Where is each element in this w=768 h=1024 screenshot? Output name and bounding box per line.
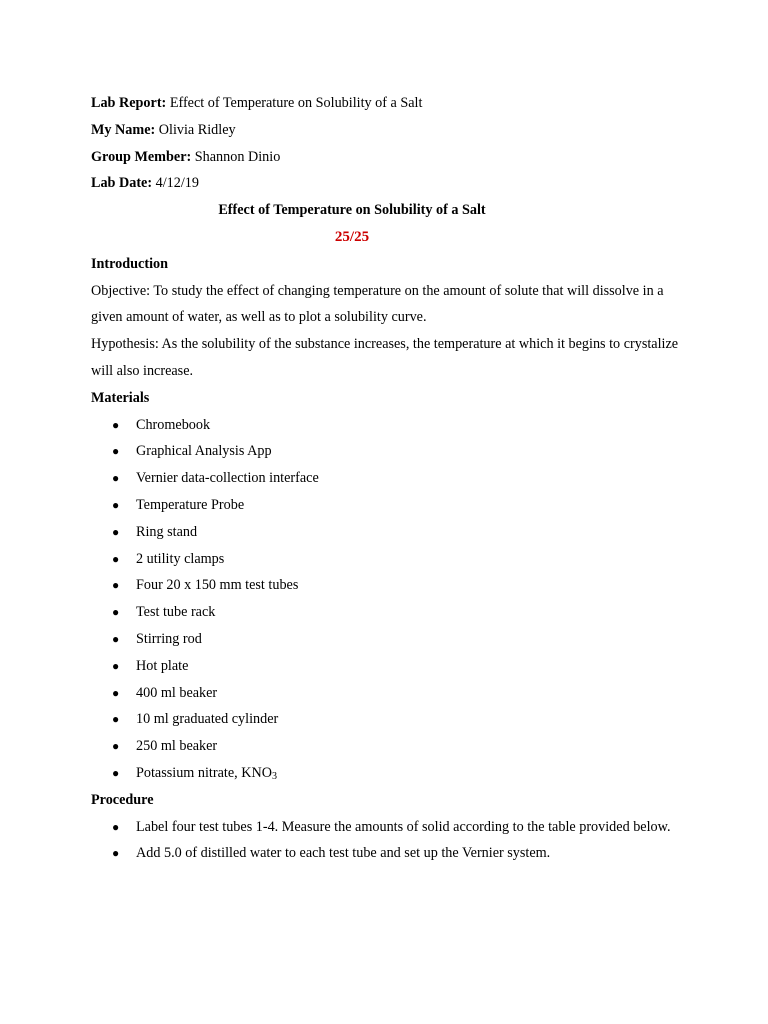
- procedure-list: [91, 814, 691, 868]
- list-item: ● Vernier data-collection interface: [91, 465, 681, 492]
- objective-paragraph: Objective: To study the effect of changing temperature on the amount of solute that will dissolve in a given amount of water, as well as to plot a solubility curve.: [91, 282, 664, 326]
- list-item: ● Add 5.0 of distilled water to each test tube and set up the Vernier system.: [91, 840, 681, 867]
- group-member-value: Shannon Dinio: [191, 148, 281, 165]
- bullet-icon: ●: [112, 658, 120, 673]
- bullet-icon: ●: [112, 765, 120, 780]
- subscript-three: 3: [271, 770, 277, 782]
- list-item: ● Chromebook: [91, 412, 681, 439]
- list-item: ● Test tube rack: [91, 599, 681, 626]
- materials-list: [91, 412, 691, 787]
- introduction-heading: Introduction: [91, 255, 168, 272]
- lab-date-line: [91, 170, 691, 197]
- list-item: ● 10 ml graduated cylinder: [91, 706, 681, 733]
- bullet-icon: ●: [112, 578, 120, 593]
- list-item: ● Label four test tubes 1-4. Measure the amounts of solid according to the table provided below.: [91, 814, 681, 841]
- list-item: ● Ring stand: [91, 519, 681, 546]
- my-name-line: [91, 117, 691, 144]
- list-item: ● Graphical Analysis App: [91, 438, 681, 465]
- list-item: ● 250 ml beaker: [91, 733, 681, 760]
- bullet-icon: ●: [112, 819, 120, 834]
- list-item: ● Stirring rod: [91, 626, 681, 653]
- bullet-icon: ●: [112, 444, 120, 459]
- potassium-nitrate-text: Potassium nitrate, KNO: [136, 764, 272, 781]
- list-item: ● 400 ml beaker: [91, 680, 681, 707]
- bullet-icon: ●: [112, 846, 120, 861]
- bullet-icon: ●: [112, 551, 120, 566]
- list-item: ● Hot plate: [91, 653, 681, 680]
- group-member-line: [91, 144, 691, 171]
- document-title: Effect of Temperature on Solubility of a Salt: [218, 202, 486, 219]
- hypothesis-paragraph: Hypothesis: As the solubility of the substance increases, the temperature at which it begins to crystalize will also increase.: [91, 336, 679, 379]
- lab-date-value: 4/12/19: [152, 175, 199, 192]
- my-name-value: Olivia Ridley: [155, 121, 236, 138]
- my-name-label: My Name:: [91, 121, 156, 138]
- bullet-icon: ●: [112, 524, 120, 539]
- bullet-icon: ●: [112, 605, 120, 620]
- list-item: ● 2 utility clamps: [91, 546, 681, 573]
- lab-report-line: [91, 90, 691, 117]
- procedure-heading: Procedure: [91, 791, 154, 808]
- lab-date-label: Lab Date:: [91, 175, 153, 192]
- document-page: [91, 90, 691, 867]
- list-item: [91, 760, 681, 787]
- bullet-icon: ●: [112, 739, 120, 754]
- materials-heading: Materials: [91, 389, 150, 406]
- score-mark: 25/25: [334, 228, 370, 245]
- list-item: ● Four 20 x 150 mm test tubes: [91, 572, 681, 599]
- list-item: ● Temperature Probe: [91, 492, 681, 519]
- bullet-icon: ●: [112, 471, 120, 486]
- group-member-label: Group Member:: [91, 148, 192, 165]
- bullet-icon: ●: [112, 631, 120, 646]
- bullet-icon: ●: [112, 685, 120, 700]
- lab-report-title: Effect of Temperature on Solubility of a Salt: [166, 95, 423, 111]
- lab-report-label: Lab Report:: [91, 95, 167, 111]
- bullet-icon: ●: [112, 417, 120, 432]
- bullet-icon: ●: [112, 712, 120, 727]
- bullet-icon: ●: [112, 497, 120, 512]
